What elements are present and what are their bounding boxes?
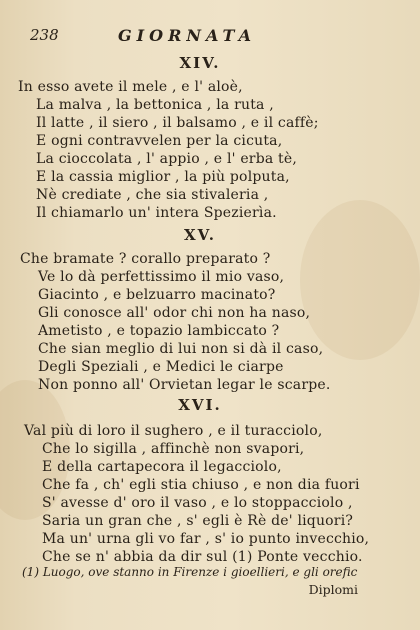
verse-line: Ve lo dà perfettissimo il mio vaso, <box>38 269 285 285</box>
verse-line: Val più di loro il sughero , e il turacciolo, <box>24 423 323 439</box>
verse-line: S' avesse d' oro il vaso , e lo stoppacciolo , <box>42 495 353 511</box>
running-head: GIORNATA <box>118 26 256 45</box>
verse-line: Saria un gran che , s' egli è Rè de' liquori? <box>42 513 354 529</box>
verse-line: La malva , la bettonica , la ruta , <box>36 97 274 113</box>
section-title-xiv: XIV. <box>179 54 221 72</box>
verse-line: Che bramate ? corallo preparato ? <box>20 251 271 267</box>
verse-line: Che lo sigilla , affinchè non svapori, <box>42 441 305 457</box>
footnote: (1) Luogo, ove stanno in Firenze i gioellieri, e gli orefic <box>22 565 358 579</box>
verse-line: Il latte , il siero , il balsamo , e il caffè; <box>36 115 319 131</box>
paper-stain <box>300 200 420 360</box>
verse-line: Che se n' abbia da dir sul (1) Ponte vecchio. <box>42 549 363 565</box>
catchword: Diplomi <box>308 582 358 597</box>
verse-line: Ametisto , e topazio lambiccato ? <box>38 323 280 339</box>
section-title-xv: XV. <box>184 226 216 244</box>
verse-line: Che fa , ch' egli stia chiuso , e non dia fuori <box>42 477 360 493</box>
verse-line: Che sian meglio di lui non si dà il caso, <box>38 341 324 357</box>
verse-line: Gli conosce all' odor chi non ha naso, <box>38 305 311 321</box>
verse-line: Giacinto , e belzuarro macinato? <box>38 287 276 303</box>
page-number: 238 <box>30 26 59 44</box>
verse-line: Ma un' urna gli vo far , s' io punto invecchio, <box>42 531 370 547</box>
verse-line: E la cassia miglior , la più polputa, <box>36 169 290 185</box>
verse-line: E della cartapecora il legacciolo, <box>42 459 282 475</box>
verse-line: Degli Speziali , e Medici le ciarpe <box>38 359 284 375</box>
verse-line: Nè crediate , che sia stivaleria , <box>36 187 269 203</box>
verse-line: Il chiamarlo un' intera Spezierìa. <box>36 205 277 221</box>
page-header <box>30 26 380 48</box>
verse-line: In esso avete il mele , e l' aloè, <box>18 79 243 95</box>
verse-line: E ogni contravvelen per la cicuta, <box>36 133 283 149</box>
section-title-xvi: XVI. <box>178 396 222 414</box>
verse-line: Non ponno all' Orvietan legar le scarpe. <box>38 377 331 393</box>
verse-line: La cioccolata , l' appio , e l' erba tè, <box>36 151 298 167</box>
